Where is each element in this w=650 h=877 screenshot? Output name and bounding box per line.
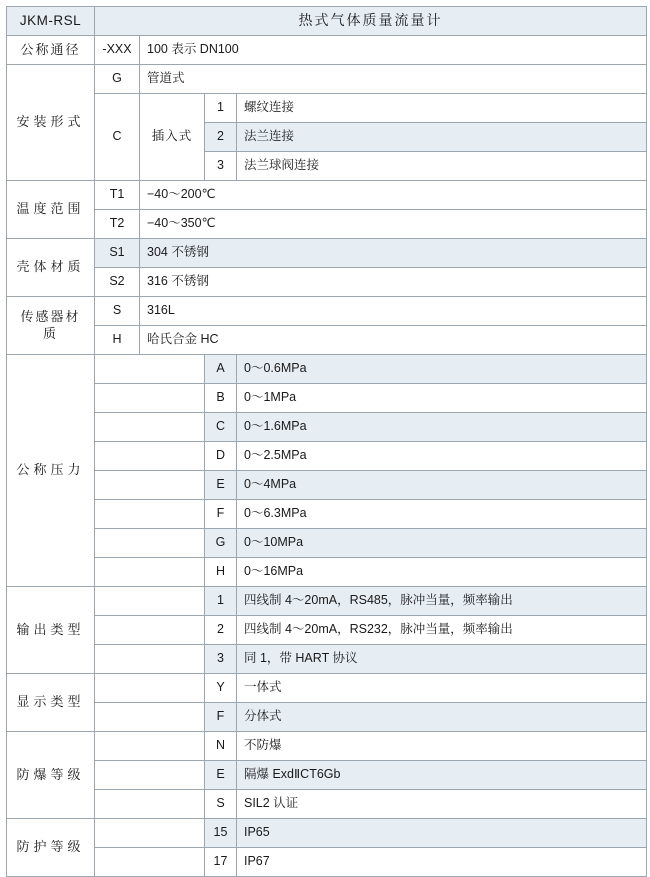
display-desc: 一体式 [244, 680, 282, 695]
nominal-diameter-label-cell [7, 36, 95, 65]
install-type-label: 安装形式 [16, 114, 85, 130]
shell-material-code-cell [95, 268, 140, 297]
table-row-install-pipeline [7, 65, 647, 94]
display-spacer-cell [95, 674, 205, 703]
install-insert-option-code: 2 [217, 129, 224, 144]
pressure-desc: 0〜2.5MPa [244, 448, 307, 463]
pressure-spacer-cell [95, 384, 205, 413]
pressure-code-cell [205, 500, 237, 529]
pressure-desc: 0〜10MPa [244, 535, 304, 550]
output-desc: 四线制 4〜20mA，RS232，脉冲当量，频率输出 [244, 622, 513, 637]
nominal-pressure-label-cell [7, 355, 95, 587]
explosion-desc: 隔爆 ExdⅡCT6Gb [244, 767, 341, 782]
pressure-desc: 0〜4MPa [244, 477, 297, 492]
pressure-desc-cell [237, 558, 647, 587]
table-row-nominal-diameter [7, 36, 647, 65]
pressure-desc: 0〜1.6MPa [244, 419, 307, 434]
model-code-text: JKM-RSL [19, 12, 82, 28]
table-row-protection-2 [7, 848, 647, 877]
install-pipeline-desc: 管道式 [147, 71, 185, 86]
explosion-proof-label-cell [7, 732, 95, 819]
nominal-diameter-code: -XXX [102, 42, 132, 57]
explosion-spacer-cell [95, 761, 205, 790]
explosion-spacer-cell [95, 790, 205, 819]
sensor-material-desc-cell [140, 297, 647, 326]
table-row-pressure-c [7, 413, 647, 442]
install-insert-option-code-cell [205, 123, 237, 152]
explosion-code: S [216, 796, 225, 811]
nominal-pressure-label: 公称压力 [16, 462, 85, 478]
nominal-diameter-code-cell [95, 36, 140, 65]
protection-spacer-cell [95, 848, 205, 877]
protection-level-label-cell [7, 819, 95, 877]
pressure-desc-cell [237, 442, 647, 471]
protection-desc-cell [237, 848, 647, 877]
table-row-shell-material-1 [7, 239, 647, 268]
table-row-install-insert-1 [7, 94, 647, 123]
explosion-desc-cell [237, 761, 647, 790]
pressure-spacer-cell [95, 442, 205, 471]
pressure-code: A [216, 361, 225, 376]
pressure-code-cell [205, 471, 237, 500]
explosion-proof-label: 防爆等级 [16, 766, 85, 782]
sensor-material-desc-cell [140, 326, 647, 355]
table-row-explosion-2 [7, 761, 647, 790]
pressure-desc: 0〜16MPa [244, 564, 304, 579]
install-insert-label-cell [140, 94, 205, 181]
temperature-desc: −40〜200℃ [147, 187, 216, 202]
temperature-code: T1 [109, 187, 125, 202]
install-insert-code-cell [95, 94, 140, 181]
install-insert-option-desc-cell [237, 152, 647, 181]
install-pipeline-code: G [112, 71, 122, 86]
temperature-code-cell [95, 210, 140, 239]
pressure-spacer-cell [95, 558, 205, 587]
table-row-explosion-1 [7, 732, 647, 761]
shell-material-code-cell [95, 239, 140, 268]
pressure-desc: 0〜1MPa [244, 390, 297, 405]
pressure-code-cell [205, 413, 237, 442]
install-insert-label: 插入式 [151, 129, 193, 144]
display-code: F [216, 709, 225, 724]
table-row-header [7, 7, 647, 36]
table-row-sensor-material-2 [7, 326, 647, 355]
temperature-desc: −40〜350℃ [147, 216, 216, 231]
table-row-output-3 [7, 645, 647, 674]
sensor-material-label: 传感器材质 [20, 309, 81, 341]
output-code: 2 [217, 622, 224, 637]
pressure-code: F [216, 506, 225, 521]
pressure-spacer-cell [95, 529, 205, 558]
output-code: 3 [217, 651, 224, 666]
explosion-code: E [216, 767, 225, 782]
table-row-protection-1 [7, 819, 647, 848]
display-code-cell [205, 703, 237, 732]
display-code-cell [205, 674, 237, 703]
pressure-code-cell [205, 529, 237, 558]
display-desc: 分体式 [244, 709, 282, 724]
pressure-desc-cell [237, 384, 647, 413]
install-type-label-cell [7, 65, 95, 181]
explosion-code: N [215, 738, 226, 753]
protection-code: 15 [213, 825, 228, 840]
shell-material-desc-cell [140, 268, 647, 297]
explosion-code-cell [205, 790, 237, 819]
pressure-code: G [215, 535, 226, 550]
output-spacer-cell [95, 587, 205, 616]
pressure-code: H [215, 564, 226, 579]
table-row-output-2 [7, 616, 647, 645]
output-desc: 四线制 4〜20mA，RS485，脉冲当量，频率输出 [244, 593, 513, 608]
explosion-spacer-cell [95, 732, 205, 761]
temperature-range-label: 温度范围 [16, 201, 85, 217]
table-row-pressure-d [7, 442, 647, 471]
sensor-material-code: S [112, 303, 122, 318]
pressure-code-cell [205, 355, 237, 384]
display-desc-cell [237, 703, 647, 732]
temperature-code: T2 [109, 216, 125, 231]
explosion-code-cell [205, 761, 237, 790]
shell-material-code: S1 [109, 245, 125, 260]
table-row-pressure-b [7, 384, 647, 413]
table-row-temperature-2 [7, 210, 647, 239]
pressure-desc-cell [237, 529, 647, 558]
table-row-sensor-material-1 [7, 297, 647, 326]
pressure-code: B [216, 390, 225, 405]
table-row-pressure-a [7, 355, 647, 384]
display-type-label: 显示类型 [16, 694, 85, 710]
table-row-display-2 [7, 703, 647, 732]
pressure-code-cell [205, 384, 237, 413]
product-name-cell [95, 7, 647, 36]
shell-material-desc: 304 不锈钢 [147, 245, 209, 260]
table-row-display-1 [7, 674, 647, 703]
pressure-code: D [215, 448, 226, 463]
shell-material-desc-cell [140, 239, 647, 268]
protection-level-label: 防护等级 [16, 839, 85, 855]
table-row-pressure-f [7, 500, 647, 529]
install-insert-option-code: 3 [217, 158, 224, 173]
pressure-desc-cell [237, 500, 647, 529]
protection-spacer-cell [95, 819, 205, 848]
explosion-desc-cell [237, 732, 647, 761]
install-insert-option-code-cell [205, 152, 237, 181]
sensor-material-desc: 哈氏合金 HC [147, 332, 219, 347]
table-row-explosion-3 [7, 790, 647, 819]
install-insert-code: C [112, 129, 122, 144]
install-pipeline-code-cell [95, 65, 140, 94]
output-code: 1 [217, 593, 224, 608]
explosion-desc: SIL2 认证 [244, 796, 299, 811]
install-insert-option-desc: 法兰连接 [244, 129, 295, 144]
temperature-code-cell [95, 181, 140, 210]
display-code: Y [216, 680, 225, 695]
pressure-desc-cell [237, 413, 647, 442]
install-insert-option-desc: 法兰球阀连接 [244, 158, 320, 173]
nominal-diameter-label: 公称通径 [20, 41, 81, 57]
pressure-desc: 0〜6.3MPa [244, 506, 307, 521]
sensor-material-code-cell [95, 326, 140, 355]
table-row-pressure-e [7, 471, 647, 500]
model-code-cell [7, 7, 95, 36]
output-code-cell [205, 616, 237, 645]
install-insert-option-desc-cell [237, 123, 647, 152]
table-row-shell-material-2 [7, 268, 647, 297]
display-type-label-cell [7, 674, 95, 732]
sensor-material-desc: 316L [147, 303, 175, 318]
explosion-code-cell [205, 732, 237, 761]
explosion-desc: 不防爆 [244, 738, 282, 753]
protection-desc: IP67 [244, 854, 270, 869]
display-spacer-cell [95, 703, 205, 732]
pressure-desc-cell [237, 355, 647, 384]
output-spacer-cell [95, 616, 205, 645]
shell-material-desc: 316 不锈钢 [147, 274, 209, 289]
shell-material-code: S2 [109, 274, 125, 289]
temperature-range-label-cell [7, 181, 95, 239]
sensor-material-code: H [112, 332, 122, 347]
output-spacer-cell [95, 645, 205, 674]
shell-material-label: 壳体材质 [16, 259, 85, 275]
protection-code-cell [205, 848, 237, 877]
protection-desc-cell [237, 819, 647, 848]
pressure-spacer-cell [95, 355, 205, 384]
protection-code: 17 [213, 854, 228, 869]
temperature-desc-cell [140, 181, 647, 210]
pressure-code-cell [205, 442, 237, 471]
model-selection-table [6, 6, 647, 877]
output-type-label-cell [7, 587, 95, 674]
pressure-spacer-cell [95, 471, 205, 500]
nominal-diameter-desc-cell [140, 36, 647, 65]
sensor-material-code-cell [95, 297, 140, 326]
install-insert-option-desc: 螺纹连接 [244, 100, 295, 115]
pressure-code: E [216, 477, 225, 492]
table-row-pressure-h [7, 558, 647, 587]
protection-code-cell [205, 819, 237, 848]
pressure-desc-cell [237, 471, 647, 500]
temperature-desc-cell [140, 210, 647, 239]
output-desc: 同 1，带 HART 协议 [244, 651, 358, 666]
output-type-label: 输出类型 [16, 621, 85, 637]
pressure-spacer-cell [95, 413, 205, 442]
pressure-code: C [215, 419, 226, 434]
pressure-code-cell [205, 558, 237, 587]
table-row-output-1 [7, 587, 647, 616]
table-row-temperature-1 [7, 181, 647, 210]
output-code-cell [205, 587, 237, 616]
pressure-spacer-cell [95, 500, 205, 529]
protection-desc: IP65 [244, 825, 270, 840]
output-desc-cell [237, 616, 647, 645]
display-desc-cell [237, 674, 647, 703]
output-desc-cell [237, 587, 647, 616]
install-insert-option-code-cell [205, 94, 237, 123]
table-row-pressure-g [7, 529, 647, 558]
install-insert-option-code: 1 [217, 100, 224, 115]
shell-material-label-cell [7, 239, 95, 297]
install-insert-option-desc-cell [237, 94, 647, 123]
pressure-desc: 0〜0.6MPa [244, 361, 307, 376]
explosion-desc-cell [237, 790, 647, 819]
product-name-text: 热式气体质量流量计 [298, 12, 443, 29]
nominal-diameter-desc: 100 表示 DN100 [147, 42, 239, 57]
install-pipeline-desc-cell [140, 65, 647, 94]
sensor-material-label-cell [7, 297, 95, 355]
output-code-cell [205, 645, 237, 674]
output-desc-cell [237, 645, 647, 674]
